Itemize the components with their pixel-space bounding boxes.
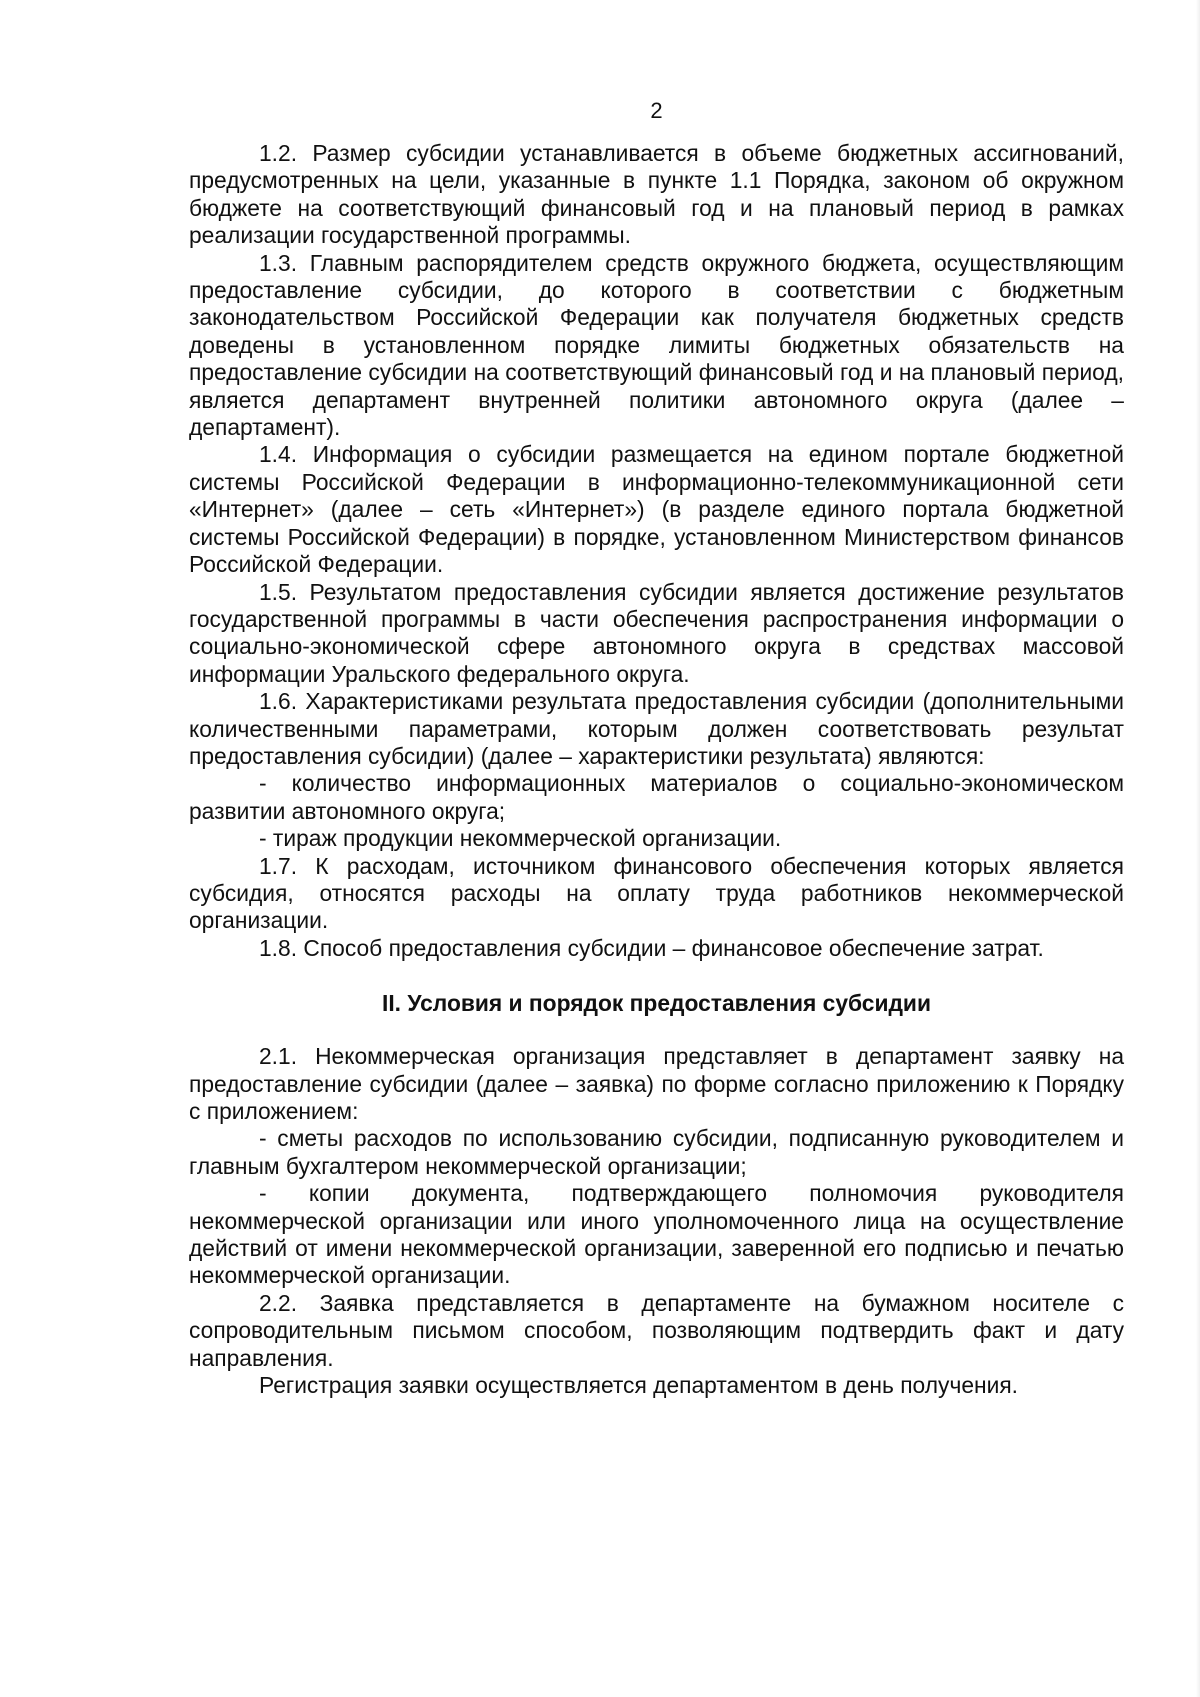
- paragraph-1-8: 1.8. Способ предоставления субсидии – финансовое обеспечение затрат.: [259, 934, 1044, 961]
- paragraph-1-3: 1.3. Главным распорядителем средств окружного бюджета, осуществляющим предоставление субсидии, до которого в соответствии с бюджетным законодательством Российской Федерации как получателя бюджетных средств доведены в установленном порядке лимиты бюджетных обязательств на предоставление субсидии на соответствующий финансовый год и на плановый период, является департамент внутренней политики автономного округа (далее – департамент).: [189, 249, 1124, 441]
- paragraph-1-6: 1.6. Характеристиками результата предоставления субсидии (дополнительными количественными параметрами, которым должен соответствовать результат предоставления субсидии) (далее – характеристики результата) являются:: [189, 688, 1124, 769]
- paragraph-2-1: 2.1. Некоммерческая организация представляет в департамент заявку на предоставление субсидии (далее – заявка) по форме согласно приложению к Порядку с приложением:: [189, 1043, 1124, 1124]
- paragraph-1-4: 1.4. Информация о субсидии размещается на едином портале бюджетной системы Российской Федерации в информационно-телекоммуникационной сети «Интернет» (далее – сеть «Интернет») (в разделе единого портала бюджетной системы Российской Федерации) в порядке, установленном Министерством финансов Российской Федерации.: [189, 441, 1124, 578]
- scan-edge-shadow: [1196, 0, 1200, 1697]
- page-number: 2: [650, 98, 663, 123]
- section-heading: II. Условия и порядок предоставления субсидии: [382, 990, 931, 1017]
- list-item-info-materials: - количество информационных материалов о социально-экономическом развитии автономного округа;: [189, 770, 1124, 824]
- paragraph-1-2: 1.2. Размер субсидии устанавливается в объеме бюджетных ассигнований, предусмотренных на цели, указанные в пункте 1.1 Порядка, законом об окружном бюджете на соответствующий финансовый год и на плановый период в рамках реализации государственной программы.: [189, 140, 1124, 249]
- list-item-authority-document: - копии документа, подтверждающего полномочия руководителя некоммерческой организации или иного уполномоченного лица на осуществление действий от имени некоммерческой организации, заверенной его подписью и печатью некоммерческой организации.: [189, 1180, 1124, 1289]
- paragraph-1-5: 1.5. Результатом предоставления субсидии является достижение результатов государственной программы в части обеспечения распространения информации о социально-экономической сфере автономного округа в средствах массовой информации Уральского федерального округа.: [189, 578, 1124, 687]
- document-body: [189, 140, 1124, 1399]
- list-item-cost-estimate: - сметы расходов по использованию субсидии, подписанную руководителем и главным бухгалтером некоммерческой организации;: [189, 1125, 1124, 1179]
- paragraph-registration: Регистрация заявки осуществляется департаментом в день получения.: [259, 1372, 1018, 1399]
- paragraph-1-7: 1.7. К расходам, источником финансового обеспечения которых является субсидия, относятся расходы на оплату труда работников некоммерческой организации.: [189, 852, 1124, 934]
- paragraph-2-2: 2.2. Заявка представляется в департаменте на бумажном носителе с сопроводительным письмом способом, позволяющим подтвердить факт и дату направления.: [189, 1289, 1124, 1371]
- list-item-circulation: - тираж продукции некоммерческой организации.: [259, 825, 782, 852]
